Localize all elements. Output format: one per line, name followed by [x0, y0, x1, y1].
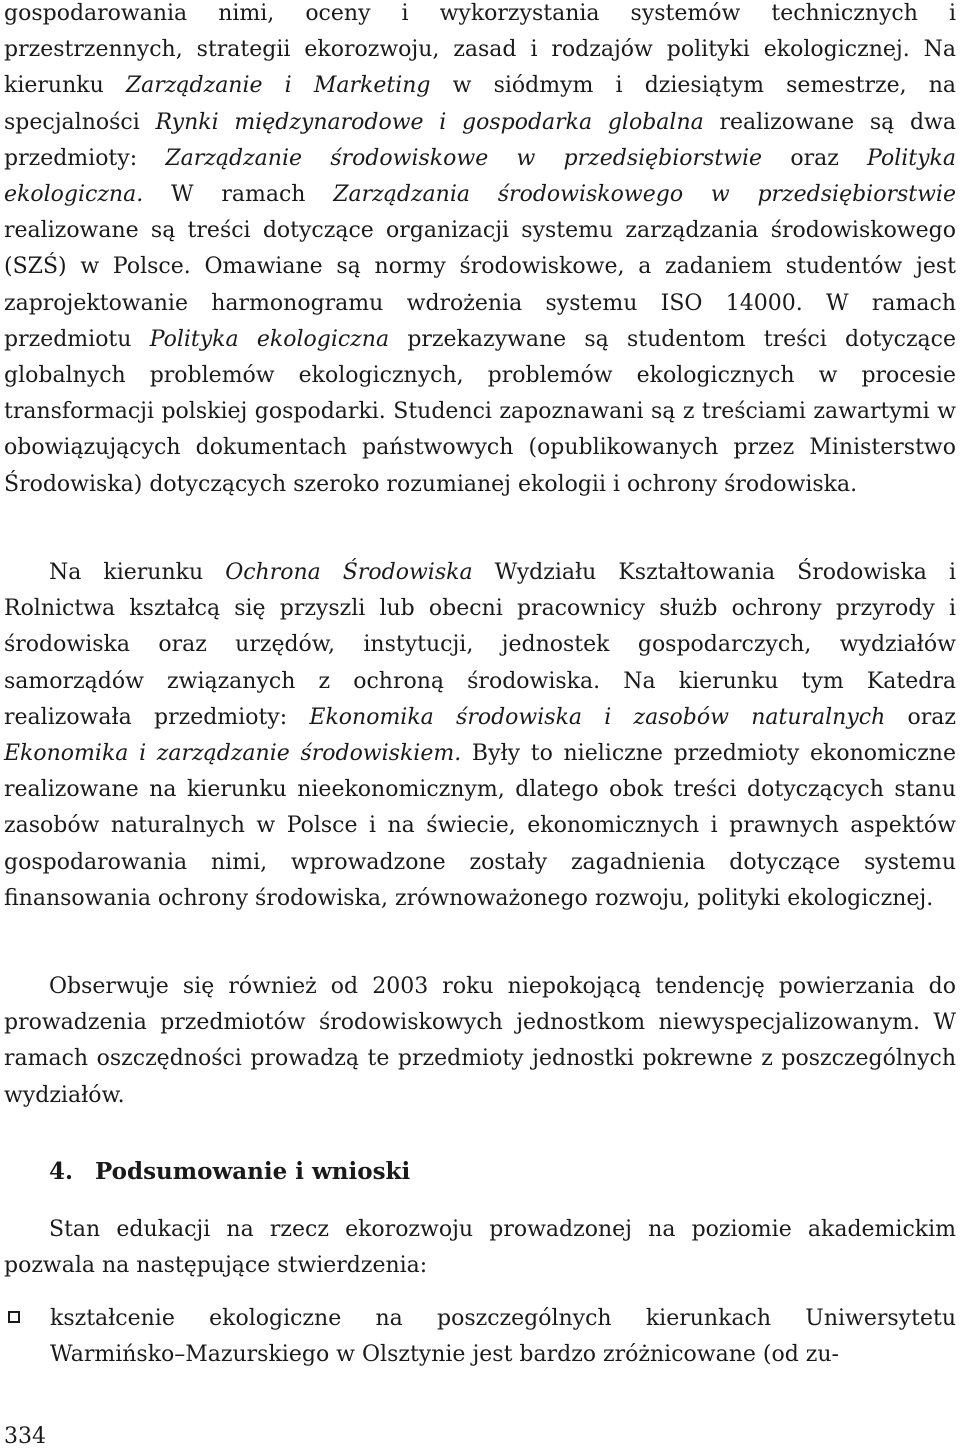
- paragraph-1-seg-4: realizowane są dwa przedmioty:: [4, 109, 956, 171]
- section-title: Podsumowanie i wnioski: [95, 1158, 411, 1185]
- checkbox-bullet-icon: [8, 1311, 20, 1323]
- paragraph-1-seg-0: gospodarowania nimi, oceny i wykorzystania systemów technicznych i przestrzennych, strategii ekorozwoju, zasad i rodzajów polityki ekologicznej. Na kierunku: [4, 1, 956, 99]
- paragraph-1-seg-12: przekazywane są studentom treści dotyczące globalnych problemów ekologicznych, problemów ekologicznych w procesie transformacji polskiej gospodarki. Studenci zapoznawani są z treściami zawartymi w obowiązujących dokumentach państwowych (opublikowanych przez Ministerstwo Środowiska) dotyczących szeroko rozumianej ekologii i ochrony środowiska.: [4, 326, 956, 497]
- paragraph-1-seg-11: Polityka ekologiczna: [149, 326, 390, 352]
- paragraph-3: Obserwuje się również od 2003 roku niepokojącą tendencję powierzania do prowadzenia przedmiotów środowiskowych jednostkom niewyspecjalizowanym. W ramach oszczędności prowadzą te przedmioty jednostki pokrewne z poszczególnych wydziałów.: [4, 974, 956, 1108]
- paragraph-2-seg-0: Na kierunku: [49, 560, 226, 585]
- paragraph-2-seg-4: oraz: [885, 704, 957, 730]
- paragraph-2: [4, 555, 956, 917]
- paragraph-2-seg-3: Ekonomika środowiska i zasobów naturalnych: [309, 704, 886, 730]
- paragraph-1-seg-8: W ramach: [143, 182, 334, 208]
- paragraph-1: [4, 0, 956, 503]
- paragraph-1-seg-3: Rynki międzynarodowe i gospodarka globalna: [155, 109, 704, 135]
- paragraph-1-seg-7: Polityka ekologiczna.: [4, 145, 956, 208]
- page-number: 334: [4, 1424, 46, 1449]
- paragraph-2-seg-6: Były to nieliczne przedmioty ekonomiczne realizowane na kierunku nieekonomicznym, dlatego obok treści dotyczących stanu zasobów naturalnych w Polsce i na świecie, ekonomicznych i prawnych aspektów gospodarowania nimi, wprowadzone zostały zagadnienia dotyczące systemu finansowania ochrony środowiska, zrównoważonego rozwoju, polityki ekologicznej.: [4, 741, 956, 911]
- paragraph-1-seg-10: realizowane są treści dotyczące organizacji systemu zarządzania środowiskowego (SZŚ) w Polsce. Omawiane są normy środowiskowe, a zadaniem studentów jest zaprojektowanie harmonogramu wdrożenia systemu ISO 14000. W ramach przedmiotu: [4, 218, 956, 352]
- paragraph-2-seg-5: Ekonomika i zarządzanie środowiskiem.: [4, 741, 462, 767]
- paragraph-4: Stan edukacji na rzecz ekorozwoju prowadzonej na poziomie akademickim pozwala na następujące stwierdzenia:: [4, 1217, 956, 1279]
- paragraph-1-seg-1: Zarządzanie i Marketing: [125, 73, 431, 99]
- paragraph-1-seg-9: Zarządzania środowiskowego w przedsiębiorstwie: [333, 182, 956, 208]
- paragraph-2-seg-1: Ochrona Środowiska: [225, 560, 473, 585]
- bullet-list-item: [4, 1301, 956, 1373]
- paragraph-1-seg-2: w siódmym i dziesiątym semestrze, na specjalności: [4, 73, 956, 135]
- section-heading: [49, 1158, 410, 1185]
- paragraph-2-seg-2: Wydziału Kształtowania Środowiska i Rolnictwa kształcą się przyszli lub obecni pracownicy służb ochrony przyrody i środowiska oraz urzędów, instytucji, jednostek gospodarczych, wydziałów samorządów związanych z ochroną środowiska. Na kierunku tym Katedra realizowała przedmioty:: [4, 560, 956, 730]
- paragraph-1-seg-6: oraz: [762, 145, 868, 171]
- bullet-item-text: kształcenie ekologiczne na poszczególnych kierunkach Uniwersytetu Warmińsko–Mazurskiego w Olsztynie jest bardzo zróżnicowane (od zu-: [50, 1306, 956, 1368]
- paragraph-1-seg-5: Zarządzanie środowiskowe w przedsiębiorstwie: [165, 145, 763, 171]
- section-number: 4.: [49, 1158, 74, 1185]
